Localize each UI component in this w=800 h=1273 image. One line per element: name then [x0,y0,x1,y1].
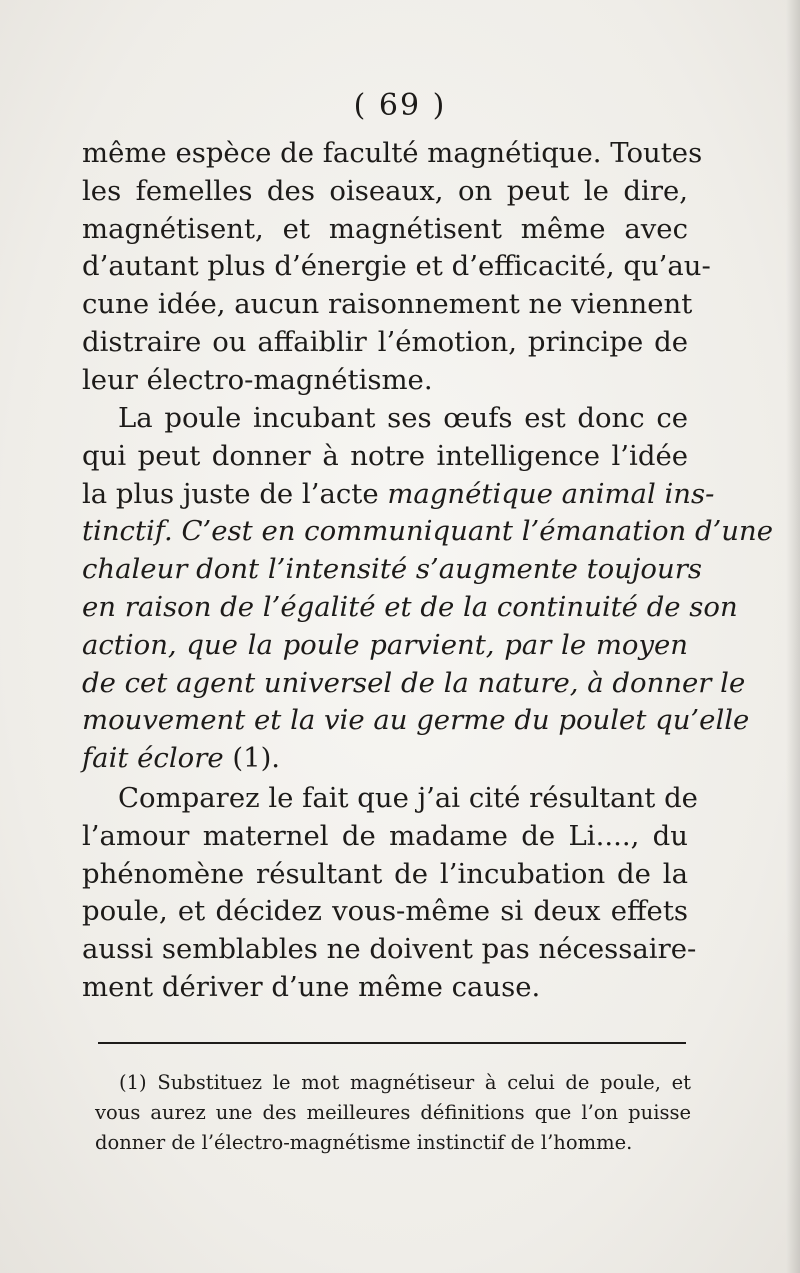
text-line: en raison de l’égalité et de la continuité de son [82,590,738,623]
text-line: magnétisent, et magnétisent même avec [82,212,688,245]
text-line: même espèce de faculté magnétique. Toutes [82,137,703,169]
text-line: poule, et décidez vous-même si deux effets [82,895,688,928]
footnote-divider [98,1042,686,1044]
text-line: phénomène résultant de l’incubation de la [82,857,688,890]
footnote [95,1068,691,1158]
page-edge-shadow [786,0,800,1273]
paragraph-2 [82,400,774,778]
text-line: d’autant plus d’énergie et d’efficacité, qu’au- [82,250,711,283]
footnote-line: donner de l’électro-magnétisme instinctif de l’homme. [95,1131,633,1154]
text-line: action, que la poule parvient, par le moyen [82,628,688,661]
text-line: de cet agent universel de la nature, à donner le [82,666,746,699]
paragraph-1 [82,135,711,400]
text-line: tinctif. C’est en communiquant l’émanation d’une [82,515,774,548]
paragraph-3 [82,780,698,1007]
text-line: Comparez le fait que j’ai cité résultant de [118,782,698,814]
footnote-line: vous aurez une des meilleures définitions que l’on puisse [95,1101,691,1124]
text-line: chaleur dont l’intensité s’augmente toujours [82,553,702,586]
text-line: La poule incubant ses œufs est donc ce [118,402,688,434]
text-line: leur électro-magnétisme. [82,363,433,396]
text-italic: magnétique animal ins- [387,477,715,510]
text-line [82,476,715,514]
text-italic: fait éclore [82,742,224,775]
text-line: qui peut donner à notre intelligence l’idée [82,439,688,472]
text-line: l’amour maternel de madame de Li...., du [82,819,688,852]
text-line: cune idée, aucun raisonnement ne viennent [82,288,693,321]
text-line: distraire ou affaiblir l’émotion, principe de [82,325,688,358]
footnote-line: (1) Substituez le mot magnétiseur à celui de poule, et [119,1071,691,1094]
text-line [82,740,688,778]
text-roman: la plus juste de l’acte [82,477,388,510]
footnote-reference: (1). [223,742,281,775]
text-line: aussi semblables ne doivent pas nécessaire- [82,933,697,966]
text-line: les femelles des oiseaux, on peut le dire, [82,174,688,207]
text-line: mouvement et la vie au germe du poulet qu’elle [82,704,750,737]
text-line: ment dériver d’une même cause. [82,970,541,1003]
page-number: ( 69 ) [353,88,447,123]
